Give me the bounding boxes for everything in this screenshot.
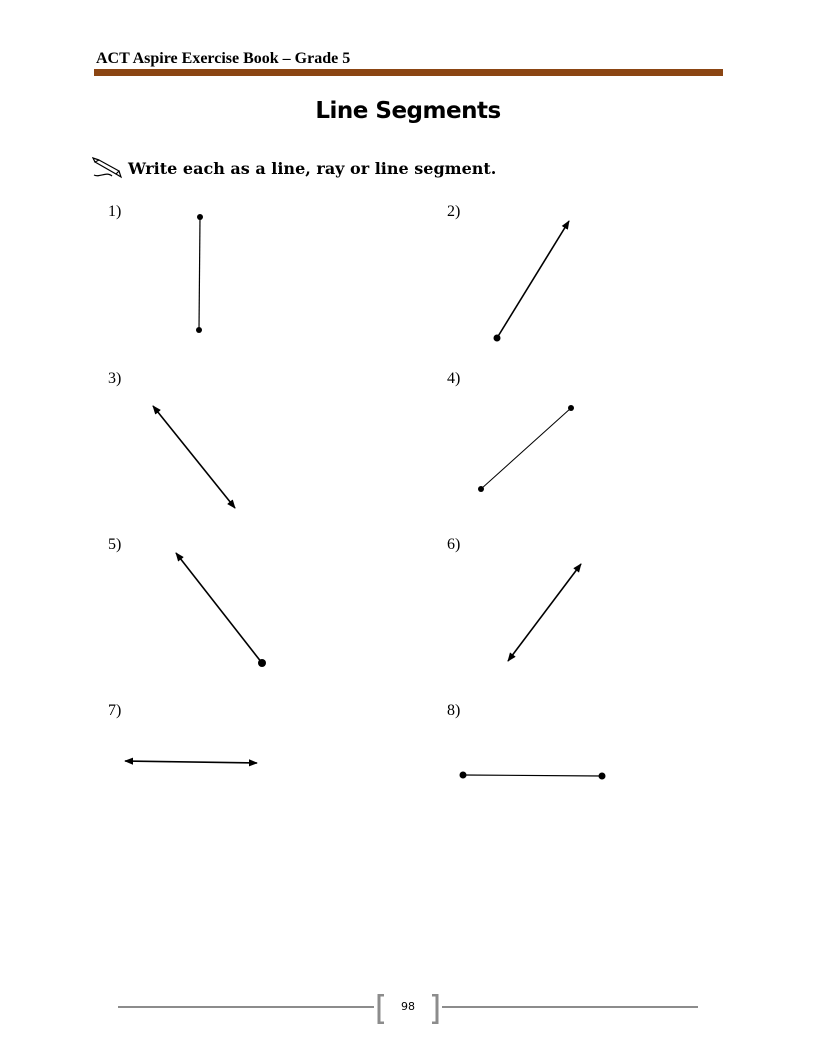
footer-line-right [442, 1006, 698, 1008]
footer-bracket-left [374, 994, 386, 1024]
question-3-label: 3) [108, 370, 122, 387]
figure-7-line [125, 761, 257, 763]
footer-bracket-right [430, 994, 442, 1024]
question-7-label: 7) [108, 702, 122, 719]
question-6-label: 6) [447, 536, 461, 553]
figure-8-line-segment [460, 772, 606, 780]
figure-4-line-segment [478, 405, 574, 492]
figure-6-line [508, 564, 581, 661]
figure-3-line [153, 406, 235, 508]
header-title: ACT Aspire Exercise Book – Grade 5 [96, 50, 351, 67]
page-title: Line Segments [315, 98, 501, 124]
question-2-label: 2) [447, 203, 461, 220]
figure-5-ray [176, 553, 266, 667]
figure-2-ray [494, 221, 570, 342]
instruction-text: Write each as a line, ray or line segment. [128, 158, 497, 178]
question-8-label: 8) [447, 702, 461, 719]
figure-1-line-segment [196, 214, 203, 333]
question-5-label: 5) [108, 536, 122, 553]
question-4-label: 4) [447, 370, 461, 387]
page-number: 98 [401, 1000, 415, 1013]
footer-line-left [118, 1006, 374, 1008]
question-1-label: 1) [108, 203, 122, 220]
